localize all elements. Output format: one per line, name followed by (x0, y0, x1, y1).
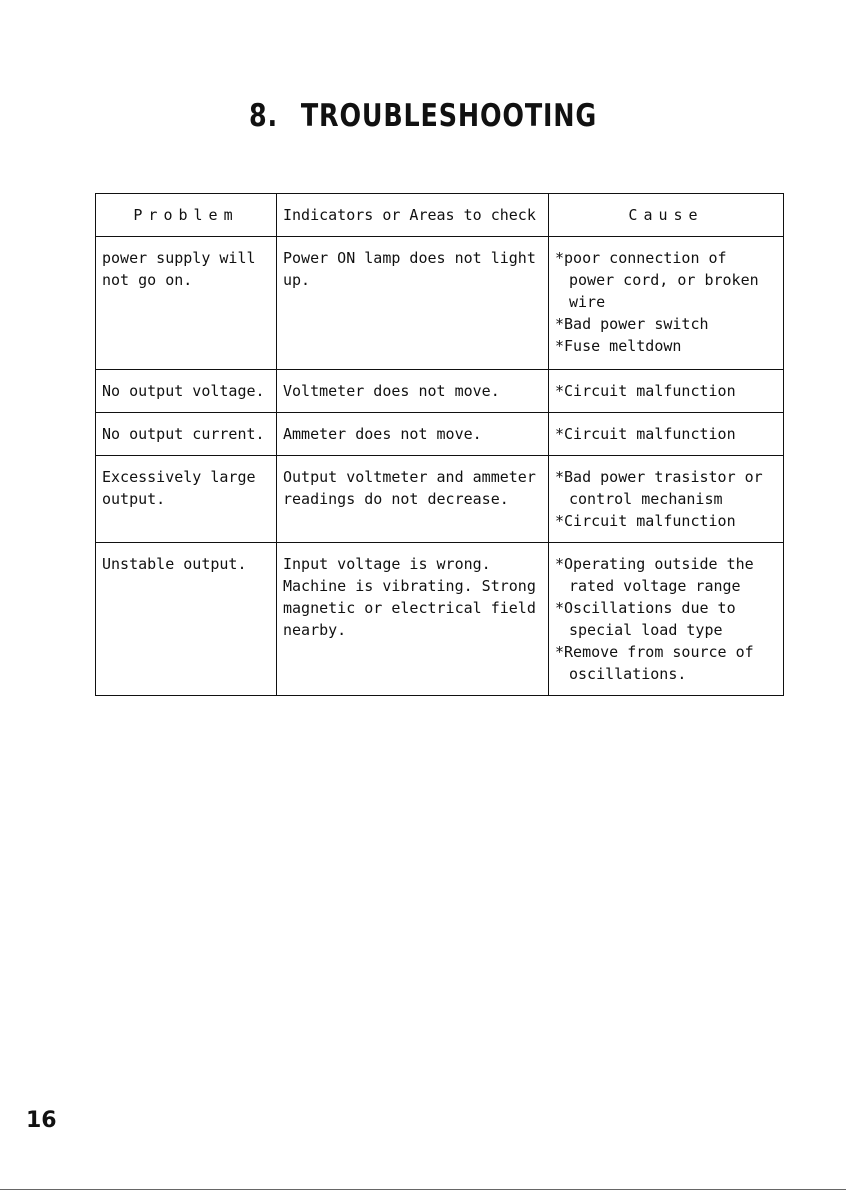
table-row (96, 456, 784, 543)
page-number: 16 (26, 1108, 57, 1133)
cause-cell (549, 543, 784, 696)
table-row (96, 413, 784, 456)
header-cause: Cause (549, 194, 784, 237)
indicators-cell: Voltmeter does not move. (277, 370, 549, 413)
cause-item: *Fuse meltdown (555, 337, 682, 355)
indicators-cell: Output voltmeter and ammeter readings do not decrease. (277, 456, 549, 543)
cause-item: *Oscillations due to special load type (555, 599, 736, 639)
problem-cell: Excessively large output. (96, 456, 277, 543)
cause-cell (549, 237, 784, 370)
indicators-cell: Input voltage is wrong. Machine is vibrating. Strong magnetic or electrical field nearby. (277, 543, 549, 696)
table-row (96, 370, 784, 413)
problem-cell: No output voltage. (96, 370, 277, 413)
troubleshooting-table (95, 193, 784, 696)
cause-item: *Bad power switch (555, 315, 709, 333)
cause-cell (549, 413, 784, 456)
indicators-cell: Power ON lamp does not light up. (277, 237, 549, 370)
table-header-row (96, 194, 784, 237)
table-row (96, 237, 784, 370)
page-title (76, 98, 770, 134)
header-indicators: Indicators or Areas to check (277, 194, 549, 237)
cause-item: *poor connection of power cord, or broken wire (555, 249, 759, 311)
problem-cell: No output current. (96, 413, 277, 456)
cause-cell (549, 370, 784, 413)
problem-cell: power supply will not go on. (96, 237, 277, 370)
indicators-cell: Ammeter does not move. (277, 413, 549, 456)
cause-item: *Bad power trasistor or control mechanism (555, 468, 763, 508)
cause-item: *Circuit malfunction (555, 382, 736, 400)
problem-cell: Unstable output. (96, 543, 277, 696)
cause-cell (549, 456, 784, 543)
cause-item: *Operating outside the rated voltage range (555, 555, 754, 595)
bottom-edge-line (0, 1189, 846, 1190)
section-title: TROUBLESHOOTING (300, 98, 598, 134)
cause-item: *Circuit malfunction (555, 425, 736, 443)
header-problem: Problem (96, 194, 277, 237)
section-number: 8. (248, 98, 278, 134)
table-row (96, 543, 784, 696)
cause-item: *Circuit malfunction (555, 512, 736, 530)
cause-item: *Remove from source of oscillations. (555, 643, 754, 683)
